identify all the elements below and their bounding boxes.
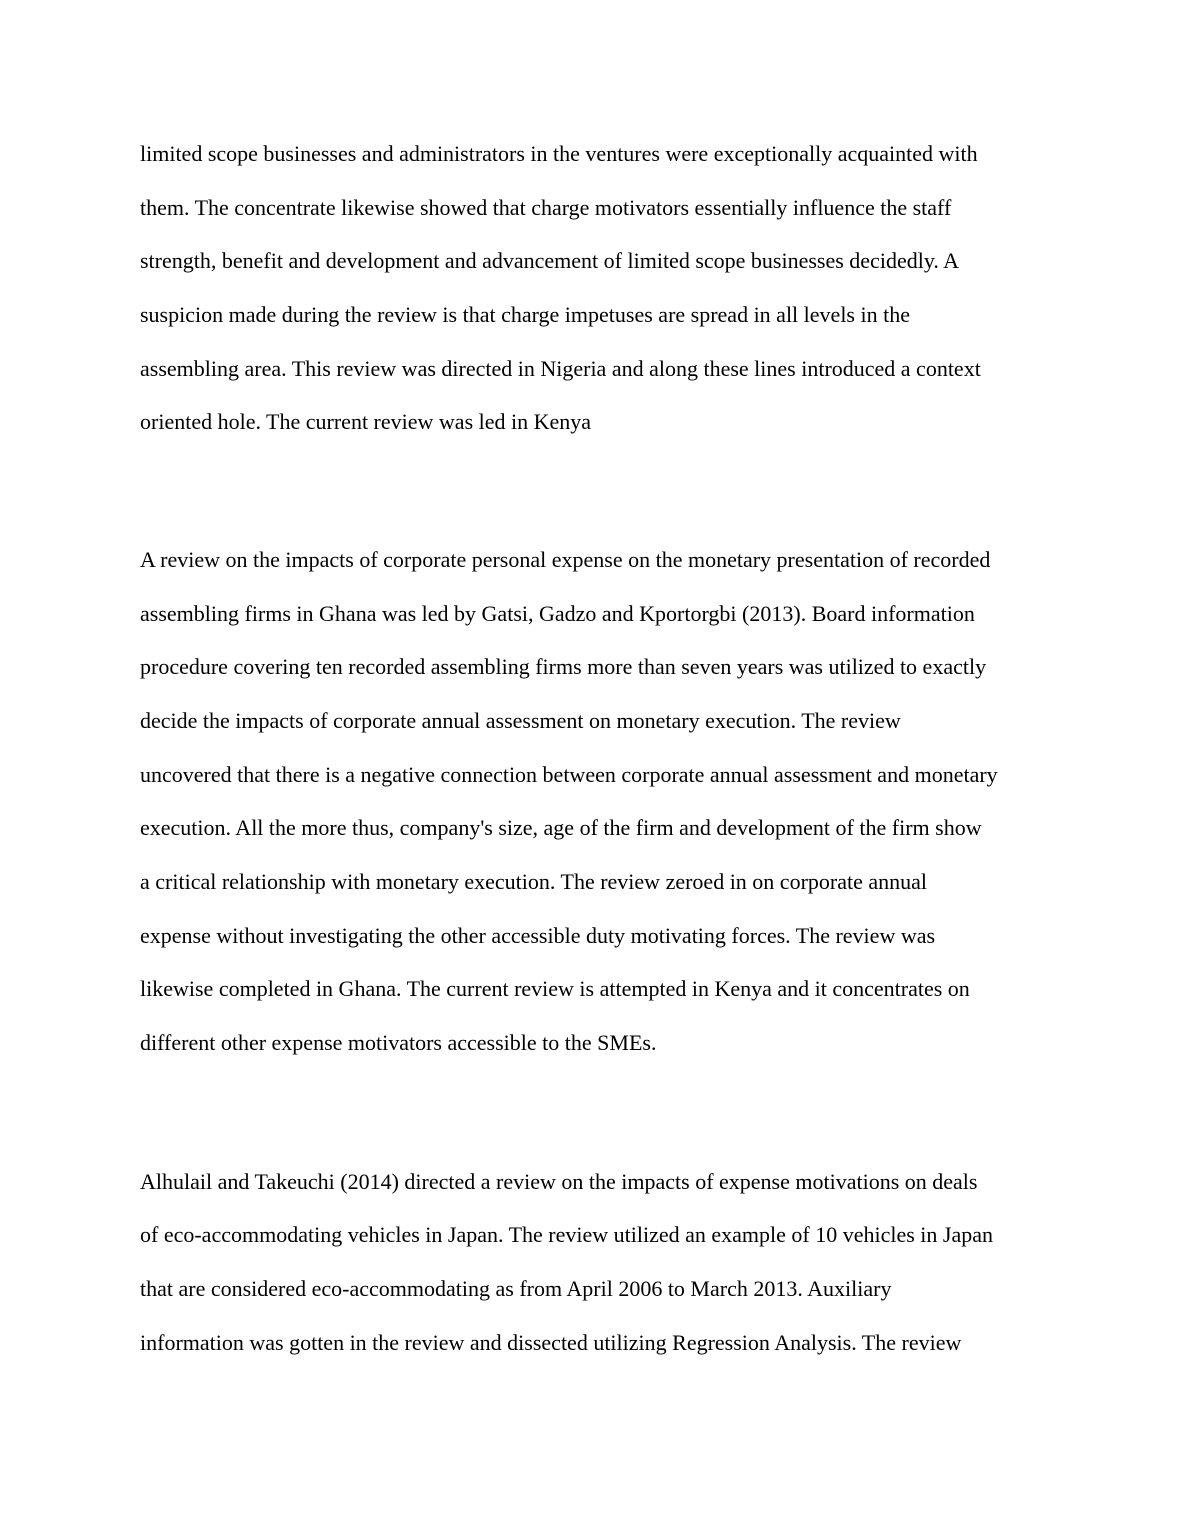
paragraph-line: information was gotten in the review and dissected utilizing Regression Analysis. The review <box>140 1330 962 1355</box>
paragraph-line: of eco-accommodating vehicles in Japan. The review utilized an example of 10 vehicles in Japan <box>140 1222 994 1247</box>
paragraph-line: assembling firms in Ghana was led by Gatsi, Gadzo and Kportorgbi (2013). Board information <box>140 601 975 626</box>
paragraph-line: execution. All the more thus, company's size, age of the firm and development of the firm show <box>140 815 982 840</box>
paragraph-line: them. The concentrate likewise showed that charge motivators essentially influence the staff <box>140 195 952 220</box>
paragraph-line: decide the impacts of corporate annual assessment on monetary execution. The review <box>140 708 901 733</box>
paragraph-line: different other expense motivators accessible to the SMEs. <box>140 1030 657 1055</box>
paragraph-line: that are considered eco-accommodating as from April 2006 to March 2013. Auxiliary <box>140 1276 892 1301</box>
paragraph-line: oriented hole. The current review was led in Kenya <box>140 409 592 434</box>
paragraph-line: Alhulail and Takeuchi (2014) directed a review on the impacts of expense motivations on deals <box>140 1169 978 1194</box>
paragraph-line: assembling area. This review was directed in Nigeria and along these lines introduced a context <box>140 356 981 381</box>
paragraph-line: A review on the impacts of corporate personal expense on the monetary presentation of recorded <box>140 547 991 572</box>
paragraph-line: limited scope businesses and administrators in the ventures were exceptionally acquainted with <box>140 141 978 166</box>
paragraph-line: strength, benefit and development and advancement of limited scope businesses decidedly. A <box>140 248 960 273</box>
paragraph-line: suspicion made during the review is that charge impetuses are spread in all levels in the <box>140 302 910 327</box>
paragraph-line: expense without investigating the other accessible duty motivating forces. The review was <box>140 923 936 948</box>
paragraph-line: procedure covering ten recorded assembling firms more than seven years was utilized to exactly <box>140 654 987 679</box>
paragraph-line: uncovered that there is a negative connection between corporate annual assessment and monetary <box>140 762 998 787</box>
paragraph-line: a critical relationship with monetary execution. The review zeroed in on corporate annual <box>140 869 928 894</box>
paragraph-line: likewise completed in Ghana. The current review is attempted in Kenya and it concentrates on <box>140 976 970 1001</box>
